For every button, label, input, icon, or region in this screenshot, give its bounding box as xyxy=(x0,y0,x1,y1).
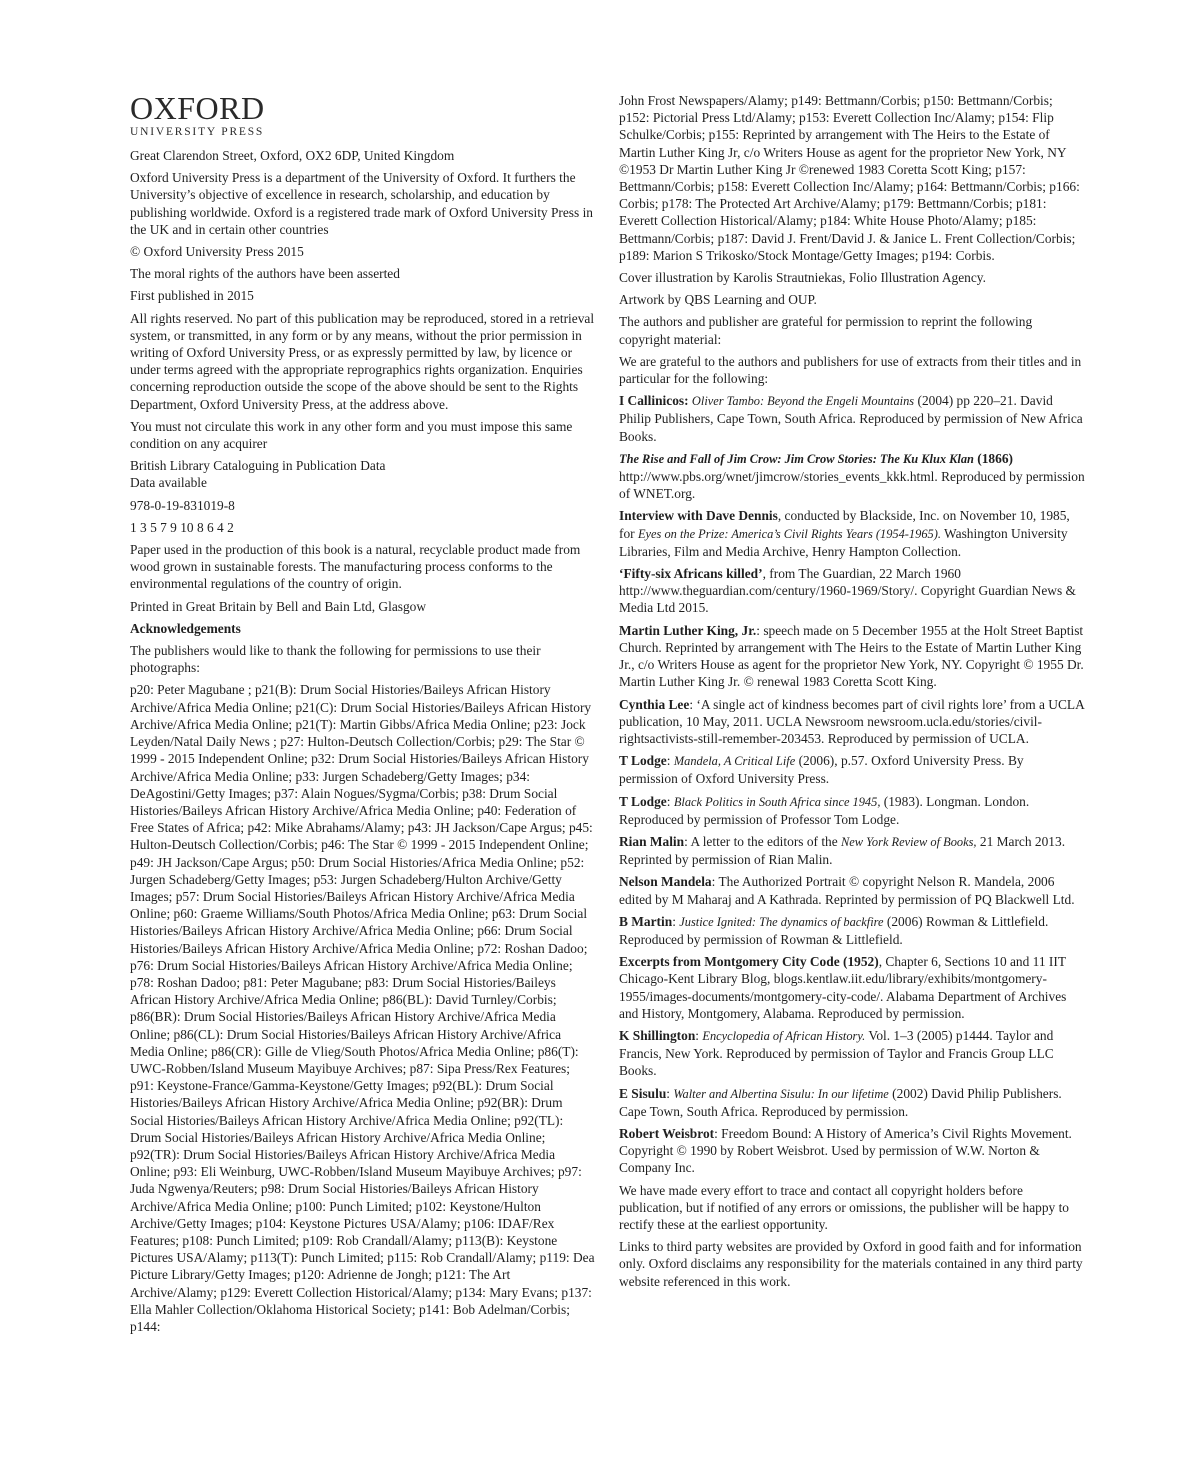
entry-author: B Martin xyxy=(619,913,673,929)
entry-details: (2004) pp 220–21. David Philip Publishers, Cape Town, South Africa. Reproduced by permission of New Africa Books. xyxy=(619,393,1083,444)
entry-author: K Shillington xyxy=(619,1027,696,1043)
entry-author: Cynthia Lee xyxy=(619,696,690,712)
right-column xyxy=(619,92,1085,1295)
entry-author: E Sisulu xyxy=(619,1085,667,1101)
acknowledgements-heading: Acknowledgements xyxy=(130,620,241,636)
cataloguing-data: British Library Cataloguing in Publication Data Data available xyxy=(130,458,386,491)
credit-entry xyxy=(619,752,1085,787)
entry-author: I Callinicos: xyxy=(619,393,689,409)
entry-title: Black Politics in South Africa since 1945, xyxy=(673,794,881,809)
entry-details-before: : xyxy=(666,753,674,769)
entry-details: (2002) David Philip Publishers. Cape Town, South Africa. Reproduced by permission. xyxy=(619,1085,1062,1119)
credit-entry xyxy=(619,622,1085,691)
third-party-notice: Links to third party websites are provided by Oxford in good faith and for information only. Oxford disclaims any responsibility for the materials contained in any third party website referenced in this work. xyxy=(619,1239,1083,1289)
entry-title: New York Review of Books, xyxy=(841,834,977,849)
entry-author: Rian Malin xyxy=(619,833,685,849)
entry-details: http://www.pbs.org/wnet/jimcrow/stories_events_kkk.html. Reproduced by permission of WNET.org. xyxy=(619,469,1085,502)
circulation-notice: You must not circulate this work in any other form and you must impose this same condition on any acquirer xyxy=(130,418,573,452)
entry-author: Robert Weisbrot xyxy=(619,1125,715,1141)
credit-entry xyxy=(619,953,1085,1022)
photo-credits-continued: John Frost Newspapers/Alamy; p149: Bettmann/Corbis; p150: Bettmann/Corbis; p152: Pictorial Press Ltd/Alamy; p153: Everett Collection Inc/Alamy; p154: Flip Schulke/Corbis; p155: Reprinted by arrangement with The Heirs to the Estate of Martin Luther King Jr, c/o Writers House as agent for the proprietor New York, NY ©1953 Dr Martin Luther King Jr ©renewed 1983 Coretta Scott King; p157: Bettmann/Corbis; p158: Everett Collection Inc/Alamy; p164: Bettmann/Corbis; p166: Corbis; p178: The Protected Art Archive/Alamy; p179: Bettmann/Corbis; p181: Everett Collection Historical/Alamy; p184: White House Photo/Alamy; p185: Bettmann/Corbis; p187: David J. Frent/David J. & Janice L. Frent Collection/Corbis; p189: Marion S Trikosko/Stock Montage/Getty Images; p194: Corbis. xyxy=(619,93,1080,263)
logo-subtitle: UNIVERSITY PRESS xyxy=(130,126,265,138)
logo-wordmark: OXFORD xyxy=(130,90,265,126)
entry-year: (1866) xyxy=(977,450,1013,466)
entry-details: (2006), p.57. Oxford University Press. By permission of Oxford University Press. xyxy=(619,753,1024,787)
entry-details-before: : xyxy=(666,793,674,809)
entry-title: Oliver Tambo: Beyond the Engeli Mountains xyxy=(691,394,915,409)
entry-title: Mandela, A Critical Life xyxy=(673,754,796,769)
entry-author: Martin Luther King, Jr. xyxy=(619,622,757,638)
entry-title: Encyclopedia of African History. xyxy=(702,1028,866,1043)
entry-details: Vol. 1–3 (2005) p1444. Taylor and Francis, New York. Reproduced by permission of Taylor and Francis Group LLC Books. xyxy=(619,1027,1054,1079)
copyright-notice: © Oxford University Press 2015 xyxy=(130,244,304,260)
entry-title: Eyes on the Prize: America’s Civil Rights Years (1954-1965). xyxy=(637,526,941,541)
grateful-extracts: We are grateful to the authors and publishers for use of extracts from their titles and in particular for the following: xyxy=(619,353,1082,387)
entry-author: ‘Fifty-six Africans killed’ xyxy=(619,566,763,582)
first-published: First published in 2015 xyxy=(130,288,254,304)
credit-entry xyxy=(619,793,1085,828)
credit-entry xyxy=(619,696,1085,748)
entry-details-before: : xyxy=(695,1027,703,1043)
entry-details: (1983). Longman. London. Reproduced by permission of Professor Tom Lodge. xyxy=(619,793,1030,827)
entry-details-before: : xyxy=(666,1085,674,1101)
paper-notice: Paper used in the production of this book is a natural, recyclable product made from wood grown in sustainable forests. The manufacturing process conforms to the environmental regulations of the country of origin. xyxy=(130,542,581,592)
photo-credits: p20: Peter Magubane ; p21(B): Drum Social Histories/Baileys African History Archive/Africa Media Online; p21(C): Drum Social Histories/Baileys African History Archive/Africa Media Online; p21(T): Martin Gibbs/Africa Media Online; p23: Jock Leyden/Natal Daily News ; p27: Hulton-Deutsch Collection/Corbis; p29: The Star © 1999 - 2015 Independent Online; p32: Drum Social Histories/Baileys African History Archive/Africa Media Online; p33: Jurgen Schadeberg/Getty Images; p34: DeAgostini/Getty Images; p37: Alain Nogues/Sygma/Corbis; p38: Drum Social Histories/Baileys African History Archive/Africa Media Online; p40: Federation of Free States of Africa; p42: Mike Abrahams/Alamy; p43: JH Jackson/Cape Argus; p45: Hulton-Deutsch Collection/Corbis; p46: The Star © 1999 - 2015 Independent Online; p49: JH Jackson/Cape Argus; p50: Drum Social Histories/Africa Media Online; p52: Jurgen Schadeberg/Getty Images; p53: Jurgen Schadeberg/Hulton Archive/Getty Images; p57: Drum Social Histories/Baileys African History Archive/Africa Media Online; p60: Graeme Williams/South Photos/Africa Media Online; p63: Drum Social Histories/Baileys African History Archive/Africa Media Online; p66: Drum Social Histories/Baileys African History Archive/Africa Media Online; p72: Roshan Dadoo; p76: Drum Social Histories/Baileys African History Archive/Africa Media Online; p78: Roshan Dadoo; p81: Peter Magubane; p83: Drum Social Histories/Baileys African History Archive/Africa Media Online; p86(BL): David Turnley/Corbis; p86(BR): Drum Social Histories/Baileys African History Archive/Africa Media Online; p86(CL): Drum Social Histories/Baileys African History Archive/Africa Media Online; p86(CR): Gille de Vlieg/South Photos/Africa Media Online; p86(T): UWC-Robben/Island Museum Mayibuye Archives; p87: Sipa Press/Rex Features; p91: Keystone-France/Gamma-Keystone/Getty Images; p92(BL): Drum Social Histories/Baileys African History Archive/Africa Media Online; p92(BR): Drum Social Histories/Baileys African History Archive/Africa Media Online; p92(TL): Drum Social Histories/Baileys African History Archive/Africa Media Online; p92(TR): Drum Social Histories/Baileys African History Archive/Africa Media Online; p93: Eli Weinburg, UWC-Robben/Island Museum Mayibuye Archives; p97: Juda Ngwenya/Reuters; p98: Drum Social Histories/Baileys African History Archive/Africa Media Online; p100: Punch Limited; p102: Keystone/Hulton Archive/Getty Images; p104: Keystone Pictures USA/Alamy; p106: IDAF/Rex Features; p108: Punch Limited; p109: Rob Crandall/Alamy; p113(B): Keystone Pictures USA/Alamy; p113(T): Punch Limited; p115: Rob Crandall/Alamy; p119: Dea Picture Library/Getty Images; p120: Adrienne de Jongh; p121: The Art Archive/Alamy; p129: Everett Collection Historical/Alamy; p134: Mary Evans; p137: Ella Mahler Collection/Oklahoma Historical Society; p141: Bob Adelman/Corbis; p144: xyxy=(130,682,595,1334)
entry-details-before: , conducted by Blackside, Inc. on November 10, 1985, for xyxy=(619,508,1070,541)
credit-entry xyxy=(619,392,1085,445)
entry-details: (2006) Rowman & Littlefield. Reproduced by permission of Rowman & Littlefield. xyxy=(619,913,1049,947)
entry-details-before: : A letter to the editors of the xyxy=(684,833,842,849)
credit-entry xyxy=(619,507,1085,560)
credit-entry xyxy=(619,873,1085,907)
cover-credit: Cover illustration by Karolis Strautniekas, Folio Illustration Agency. xyxy=(619,270,986,286)
entry-details: : speech made on 5 December 1955 at the Holt Street Baptist Church. Reprinted by arrangement with The Heirs to the Estate of Martin Luther King Jr., c/o Writers House as agent for the proprietor New York, NY. Copyright © 1955 Dr. Martin Luther King Jr. © renewal 1983 Coretta Scott King. xyxy=(619,622,1084,690)
credit-entry xyxy=(619,1027,1085,1080)
acknowledgements-intro: The publishers would like to thank the following for permissions to use their photographs: xyxy=(130,643,541,676)
moral-rights: The moral rights of the authors have been asserted xyxy=(130,266,400,282)
credit-entry xyxy=(619,833,1085,868)
entry-details: 21 March 2013. Reprinted by permission of Rian Malin. xyxy=(619,833,1066,868)
publisher-address: Great Clarendon Street, Oxford, OX2 6DP, United Kingdom xyxy=(130,148,455,163)
print-line: 1 3 5 7 9 10 8 6 4 2 xyxy=(130,519,234,535)
entry-author: Excerpts from Montgomery City Code (1952) xyxy=(619,954,879,970)
credit-entry xyxy=(619,565,1085,617)
oxford-logo xyxy=(130,92,596,139)
artwork-credit: Artwork by QBS Learning and OUP. xyxy=(619,292,817,308)
oup-description: Oxford University Press is a department of the University of Oxford. It furthers the University’s objective of excellence in research, scholarship, and education by publishing worldwide. Oxford is a registered trade mark of Oxford University Press in the UK and in certain other countries xyxy=(130,170,593,237)
left-column xyxy=(130,92,596,1340)
credit-entry xyxy=(619,450,1085,503)
errors-notice: We have made every effort to trace and contact all copyright holders before publication, but if notified of any errors or omissions, the publisher will be happy to rectify these at the earliest opportunity. xyxy=(619,1182,1069,1232)
printer-notice: Printed in Great Britain by Bell and Bain Ltd, Glasgow xyxy=(130,598,427,614)
entry-details: , Chapter 6, Sections 10 and 11 IIT Chicago-Kent Library Blog, blogs.kentlaw.iit.edu/library/exhibits/montgomery-1955/images-documents/montgomery-city-code/. Alabama Department of Archives and History, Montgomery, Alabama. Reproduced by permission. xyxy=(619,954,1067,1021)
entry-title: Justice Ignited: The dynamics of backfire xyxy=(679,914,884,929)
entry-title: Walter and Albertina Sisulu: In our lifetime xyxy=(673,1086,889,1101)
credit-entry xyxy=(619,913,1085,948)
entry-details-before: : xyxy=(672,913,680,929)
rights-reserved: All rights reserved. No part of this publication may be reproduced, stored in a retrieval system, or transmitted, in any form or by any means, without the prior permission in writing of Oxford University Press, or as expressly permitted by law, by licence or under terms agreed with the appropriate reprographics rights organization. Enquiries concerning reproduction outside the scope of the above should be sent to the Rights Department, Oxford University Press, at the address above. xyxy=(130,310,595,412)
entry-details: : ‘A single act of kindness becomes part of civil rights lore’ from a UCLA publication, 10 May, 2011. UCLA Newsroom newsroom.ucla.edu/stories/civil-rightsactivists-still-remember-203453. Reproduced by permission of UCLA. xyxy=(619,696,1084,746)
entry-details: : The Authorized Portrait © copyright Nelson R. Mandela, 2006 edited by M Maharaj and A Kathrada. Reprinted by permission of PQ Blackwell Ltd. xyxy=(619,874,1075,907)
credit-entry xyxy=(619,1125,1085,1177)
entry-title: The Rise and Fall of Jim Crow: Jim Crow Stories: The Ku Klux Klan xyxy=(619,451,974,466)
entry-author: Nelson Mandela xyxy=(619,874,712,890)
entry-author: Interview with Dave Dennis xyxy=(619,508,778,524)
isbn: 978-0-19-831019-8 xyxy=(130,497,235,513)
entry-details: Washington University Libraries, Film and Media Archive, Henry Hampton Collection. xyxy=(619,525,1068,559)
credit-entry xyxy=(619,1085,1085,1120)
entry-author: T Lodge xyxy=(619,753,667,769)
entry-details: , from The Guardian, 22 March 1960 http://www.theguardian.com/century/1960-1969/Story/. Copyright Guardian News & Media Ltd 2015. xyxy=(619,566,1076,616)
entry-author: T Lodge xyxy=(619,793,667,809)
grateful-statement: The authors and publisher are grateful for permission to reprint the following copyright material: xyxy=(619,314,1033,347)
entry-details: : Freedom Bound: A History of America’s Civil Rights Movement. Copyright © 1990 by Robert Weisbrot. Used by permission of W.W. Norton & Company Inc. xyxy=(619,1125,1072,1176)
